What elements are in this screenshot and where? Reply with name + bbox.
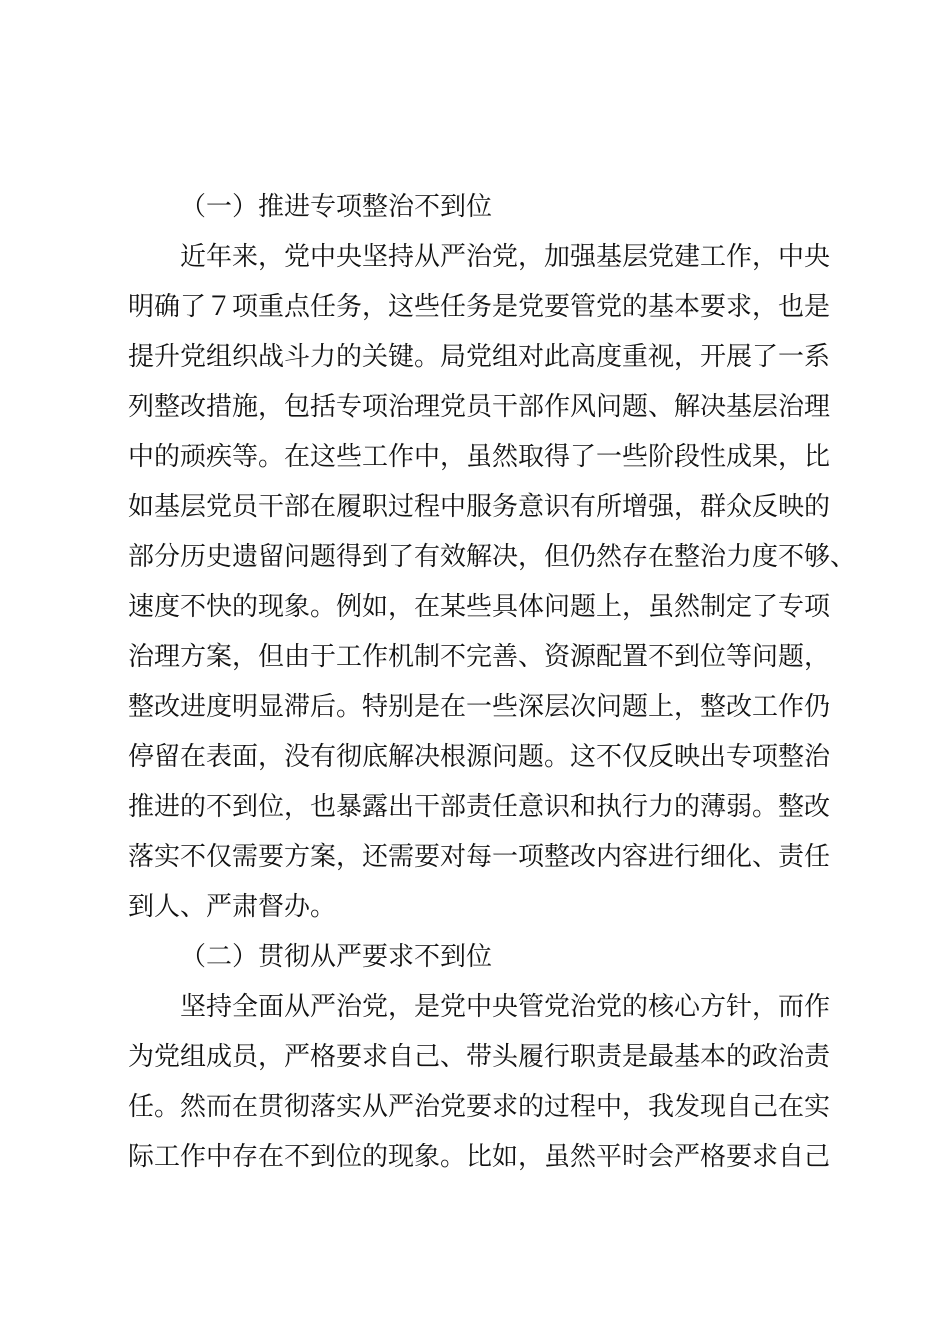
- section-heading: （一）推进专项整治不到位: [180, 192, 493, 222]
- paragraph-line: 到人、严肃督办。: [128, 892, 337, 922]
- paragraph-line: 停留在表面，没有彻底解决根源问题。这不仅反映出专项整治: [128, 742, 831, 772]
- paragraph-line: 速度不快的现象。例如，在某些具体问题上，虽然制定了专项: [128, 592, 831, 622]
- paragraph-line: 中的顽疾等。在这些工作中，虽然取得了一些阶段性成果，比: [128, 442, 831, 472]
- paragraph-line: 际工作中存在不到位的现象。比如，虽然平时会严格要求自己: [128, 1142, 831, 1172]
- paragraph-line: 任。然而在贯彻落实从严治党要求的过程中，我发现自己在实: [128, 1092, 831, 1122]
- document-body: [128, 182, 857, 1182]
- paragraph-line: 部分历史遗留问题得到了有效解决，但仍然存在整治力度不够、: [128, 542, 857, 572]
- paragraph-line: 整改进度明显滞后。特别是在一些深层次问题上，整改工作仍: [128, 692, 831, 722]
- paragraph-line: 治理方案，但由于工作机制不完善、资源配置不到位等问题，: [128, 642, 831, 672]
- section-heading: （二）贯彻从严要求不到位: [180, 942, 493, 972]
- paragraph-line: 为党组成员，严格要求自己、带头履行职责是最基本的政治责: [128, 1042, 831, 1072]
- paragraph-line: 如基层党员干部在履职过程中服务意识有所增强，群众反映的: [128, 492, 831, 522]
- paragraph-line: 列整改措施，包括专项治理党员干部作风问题、解决基层治理: [128, 392, 831, 422]
- paragraph-line: 近年来，党中央坚持从严治党，加强基层党建工作，中央: [180, 242, 831, 272]
- paragraph-line: 坚持全面从严治党，是党中央管党治党的核心方针，而作: [180, 992, 831, 1022]
- paragraph-line: 推进的不到位，也暴露出干部责任意识和执行力的薄弱。整改: [128, 792, 831, 822]
- paragraph-line: 落实不仅需要方案，还需要对每一项整改内容进行细化、责任: [128, 842, 831, 872]
- paragraph-line: 明确了７项重点任务，这些任务是党要管党的基本要求，也是: [128, 292, 831, 322]
- paragraph-line: 提升党组织战斗力的关键。局党组对此高度重视，开展了一系: [128, 342, 831, 372]
